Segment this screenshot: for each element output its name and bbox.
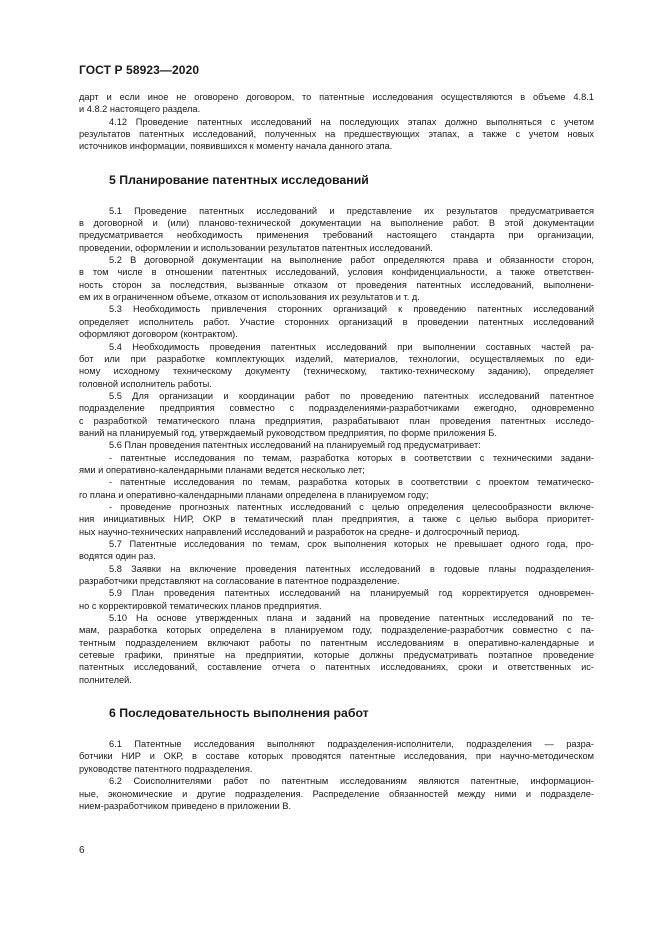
text-line: - патентные исследования по темам, разработка которых в соответствии с проектом тематическо- <box>109 477 594 488</box>
text-line: 6.2 Соисполнителями работ по патентным исследованиям являются патентные, информацион- <box>109 776 594 787</box>
text-line: ботчики НИР и ОКР, в составе которых проводятся патентные исследования, при научно-методическом <box>79 751 594 762</box>
text-line: 5.8 Заявки на включение проведения патентных исследований в годовые планы подразделения- <box>109 563 594 574</box>
text-line: в том числе в отношении патентных исследований, условия конфиденциальности, а также ответствен- <box>79 267 594 278</box>
paragraph <box>79 775 594 812</box>
text-line: 5.5 Для организации и координации работ по проведению патентных исследований патентное <box>109 390 594 401</box>
text-line: водятся один раз. <box>79 551 156 562</box>
paragraph <box>79 563 594 588</box>
paragraph <box>79 538 594 563</box>
text-line: результатов патентных исследований, полученных на предшествующих этапах, а также с учетом новых <box>79 129 594 140</box>
text-line: - проведение прогнозных патентных исследований с целью определения целесообразности включе- <box>109 501 594 512</box>
text-line: но с корректировкой тематических планов предприятия. <box>79 600 322 611</box>
section-heading: 5 Планирование патентных исследований <box>109 172 369 187</box>
paragraph <box>79 254 594 303</box>
heading-spacer <box>79 721 594 738</box>
heading-spacer <box>79 188 594 205</box>
page-body <box>79 91 594 812</box>
text-line: ями и оперативно-календарными планами ведется несколько лет; <box>79 464 365 475</box>
text-line: 5.3 Необходимость привлечения сторонних организаций к проведению патентных исследований <box>109 304 594 315</box>
text-line: руководстве патентного подразделения. <box>79 763 253 774</box>
text-line: определяет исполнитель работ. Участие сторонних организаций в проведении патентных исследований <box>79 316 594 327</box>
text-line: и 4.8.2 настоящего раздела. <box>79 104 201 115</box>
text-line: 5.6 План проведения патентных исследований на планируемый год предусматривает: <box>109 440 481 451</box>
text-line: ем их в ограниченном объеме, отказом от использования их результатов и т. д. <box>79 292 420 303</box>
paragraph <box>79 738 594 775</box>
text-line: подразделение предприятия совместно с подразделениями-разработчиками ежегодно, одновременно <box>79 403 594 414</box>
text-line: 5.1 Проведение патентных исследований и представление их результатов предусматривается <box>109 205 594 216</box>
text-line: разработчики представляют на согласование в патентное подразделение. <box>79 576 400 587</box>
text-line: тентным подразделением включают работы по патентным исследованиям в оперативно-календарные и <box>79 637 594 648</box>
paragraph <box>79 91 594 116</box>
text-line: 5.9 План проведения патентных исследований на планируемый год корректируется одновремен- <box>109 588 594 599</box>
heading-spacer <box>79 686 594 706</box>
text-line: мам, разработка которых определена в планируемом году, подразделение-разработчик совместно с па- <box>79 625 594 636</box>
text-line: бот или при разработке комплектующих изделий, материалов, технологии, осуществляемых по еди- <box>79 353 594 364</box>
text-line: предусматривается необходимость применения требований настоящего стандарта при организации, <box>79 230 594 241</box>
text-line: 5.10 На основе утвержденных плана и заданий на проведение патентных исследований по те- <box>109 613 594 624</box>
text-line: полнителей. <box>79 674 132 685</box>
text-line: головной исполнитель работы. <box>79 378 212 389</box>
document-code-header: ГОСТ Р 58923—2020 <box>79 63 200 77</box>
paragraph <box>79 476 594 501</box>
text-line: ных научно-технических направлений исследований и разработок на средне- и долгосрочный период. <box>79 526 520 537</box>
text-line: в договорной и (или) планово-технической документации на выполнение работ. В этой документации <box>79 218 594 229</box>
section-heading: 6 Последовательность выполнения работ <box>109 706 369 721</box>
text-line: источников информации, появившихся к моменту начала данного этапа. <box>79 141 393 152</box>
text-line: сетевые графики, принятые на предприятии, которые должны предусматривать поэтапное проведение <box>79 650 594 661</box>
page-number: 6 <box>79 845 85 856</box>
paragraph <box>79 452 594 477</box>
text-line: го плана и оперативно-календарными планами определена в планируемом году; <box>79 489 429 500</box>
text-line: патентных исследований, составление отчета о патентных исследованиях, сроки и ответственных ис- <box>79 662 594 673</box>
text-line: нием-разработчиком приведено в приложении В. <box>79 800 292 811</box>
text-line: с разработкой тематического плана предприятия, разрабатывают план проведения патентных исследо- <box>79 415 594 426</box>
text-line: 5.2 В договорной документации на выполнение работ определяются права и обязанности сторон, <box>109 255 594 266</box>
paragraph <box>79 587 594 612</box>
paragraph <box>79 439 594 451</box>
heading-spacer <box>79 153 594 173</box>
text-line: 5.7 Патентные исследования по темам, срок выполнения которых не превышает одного года, про- <box>109 539 594 549</box>
paragraph <box>79 341 594 390</box>
text-line: проведении, оформлении и использовании результатов патентных исследований. <box>79 242 433 253</box>
text-line: ные, экономические и другие подразделения. Распределение обязанностей между ними и подразделе- <box>79 788 594 799</box>
text-line: 4.12 Проведение патентных исследований на последующих этапах должно выполняться с учетом <box>109 116 594 127</box>
paragraph <box>79 501 594 538</box>
paragraph <box>79 205 594 254</box>
paragraph <box>79 303 594 340</box>
text-line: 6.1 Патентные исследования выполняют подразделения-исполнители, подразделения — разра- <box>109 739 594 750</box>
paragraph <box>79 116 594 153</box>
paragraph <box>79 390 594 439</box>
text-line: 5.4 Необходимость проведения патентных исследований при выполнении составных частей ра- <box>109 341 594 352</box>
text-line: дарт и если иное не оговорено договором, то патентные исследования осуществляются в объеме 4.8.1 <box>79 92 594 102</box>
text-line: оформляют договором (контрактом). <box>79 329 238 340</box>
text-line: ваний на планируемый год, утверждаемый руководством предприятия, по форме приложения Б. <box>79 427 497 438</box>
text-line: - патентные исследования по темам, разработка которых в соответствии с техническими задани- <box>109 452 594 463</box>
text-line: ность сторон за последствия, вызванные отказом от проведения патентных исследований, выполнени- <box>79 279 594 290</box>
text-line: ния инициативных НИР, ОКР в тематический план предприятия, а также с целью выбора приоритет- <box>79 514 594 525</box>
paragraph <box>79 612 594 686</box>
text-line: ному исходному техническому документу (техническому, тактико-техническому заданию), определяет <box>79 366 594 377</box>
